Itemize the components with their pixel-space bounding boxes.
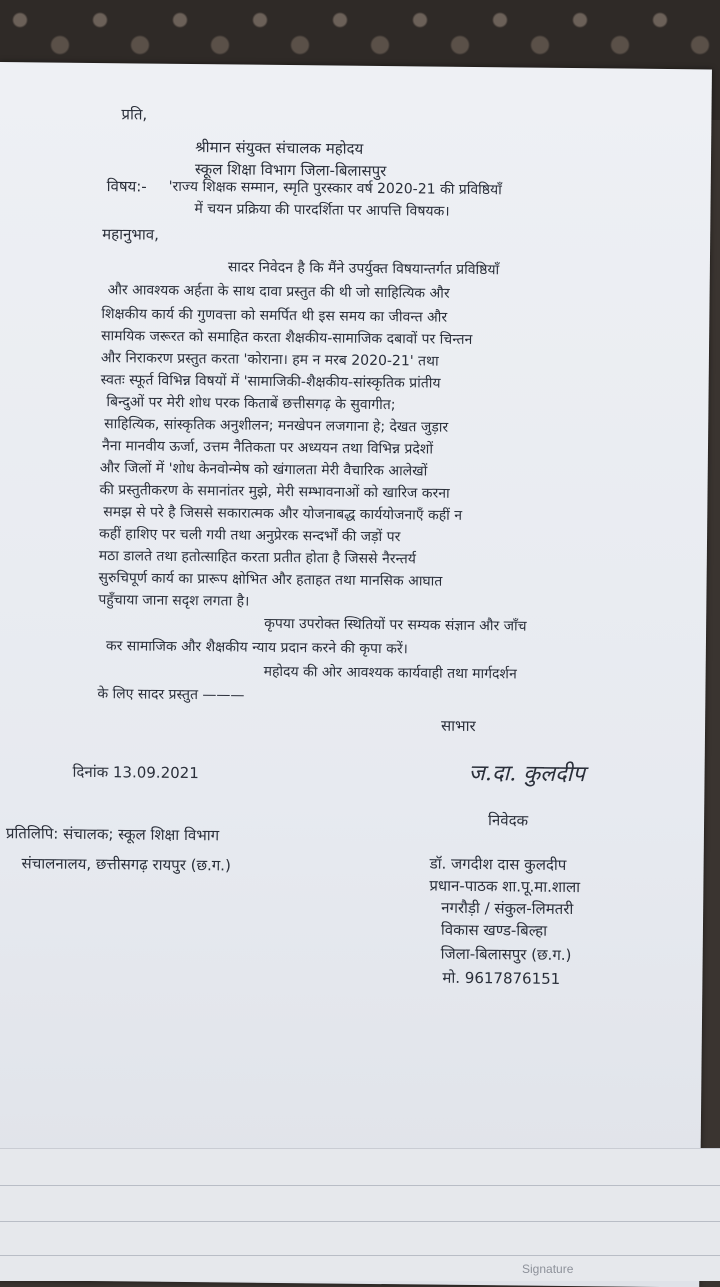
- sender-line-4: विकास खण्ड-बिल्हा: [440, 920, 548, 940]
- closing-line-2: के लिए सादर प्रस्तुत ———: [97, 686, 245, 704]
- body-line-12: समझ से परे है जिससे सकारात्मक और योजनाबद्ध कार्ययोजनाएँ कहीं न: [103, 504, 463, 524]
- body-line-13: कहीं हाशिए पर चली गयी तथा अनुप्रेरक सन्दर्भों की जड़ों पर: [98, 526, 401, 546]
- sender-line-3: नगरौड़ी / संकुल-लिमतरी: [441, 898, 574, 919]
- body-line-9: नैना मानवीय ऊर्जा, उत्तम नैतिकता पर अध्ययन तथा विभिन्न प्रदेशों: [101, 438, 434, 458]
- body-line-14: मठा डालते तथा हतोत्साहित करता प्रतीत होता है जिससे नैरन्तर्य: [98, 548, 416, 568]
- signature-footer-label: Signature: [522, 1262, 574, 1276]
- body-line-7: बिन्दुओं पर मेरी शोध परक किताबें छत्तीसगढ़ के सुवागीत;: [106, 394, 396, 414]
- body-line-11: की प्रस्तुतीकरण के समानांतर मुझे, मेरी सम्भावनाओं को खारिज करना: [99, 482, 450, 502]
- recipient-line-2: स्कूल शिक्षा विभाग जिला-बिलासपुर: [194, 160, 387, 181]
- sender-line-1: डॉ. जगदीश दास कुलदीप: [429, 854, 567, 874]
- letter-date: दिनांक 13.09.2021: [72, 762, 199, 783]
- letter-page: [0, 62, 712, 1287]
- form-rule: [0, 1221, 720, 1222]
- copy-line-2: संचालनालय, छत्तीसगढ़ रायपुर (छ.ग.): [21, 854, 231, 875]
- subject-line-1: 'राज्य शिक्षक सम्मान, स्मृति पुरस्कार वर्ष 2020-21 की प्रविष्ठियाँ: [168, 178, 502, 199]
- sender-line-6: मो. 9617876151: [442, 968, 561, 988]
- thanks-text: साभार: [440, 716, 476, 736]
- closing-line-1: महोदय की ओर आवश्यक कार्यवाही तथा मार्गदर्शन: [263, 663, 517, 683]
- request-line-1: कृपया उपरोक्त स्थितियों पर सम्यक संज्ञान और जाँच: [264, 615, 527, 635]
- body-line-2: और आवश्यक अर्हता के साथ दावा प्रस्तुत की थी जो साहित्यिक और: [107, 282, 450, 302]
- greeting: महानुभाव,: [102, 225, 159, 244]
- body-line-8: साहित्यिक, सांस्कृतिक अनुशीलन; मनखेपन लजगाना हे; देखत जुड़ार: [104, 416, 449, 436]
- body-line-10: और जिलों में 'शोध केनवोन्मेष को खंगालता मेरी वैचारिक आलेखों: [99, 460, 428, 480]
- body-line-5: और निराकरण प्रस्तुत करता 'कोराना। हम न मरब 2020-21' तथा: [100, 350, 439, 370]
- salutation-to: प्रति,: [121, 105, 148, 124]
- applicant-label: निवेदक: [487, 811, 529, 830]
- form-rule: [0, 1255, 720, 1256]
- sender-line-2: प्रधान-पाठक शा.पू.मा.शाला: [429, 876, 581, 897]
- subject-line-2: में चयन प्रक्रिया की पारदर्शिता पर आपत्ति विषयक।: [194, 201, 450, 220]
- body-line-6: स्वतः स्फूर्त विभिन्न विषयों में 'सामाजिकी-शैक्षकीय-सांस्कृतिक प्रांतीय: [100, 372, 441, 392]
- recipient-line-1: श्रीमान संयुक्त संचालक महोदय: [195, 138, 364, 158]
- body-line-15: सुरुचिपूर्ण कार्य का प्रारूप क्षोभित और हताहत तथा मानसिक आघात: [98, 570, 443, 590]
- handwritten-signature: ज.दा. कुलदीप: [468, 760, 586, 788]
- body-line-4: सामयिक जरूरत को समाहित करता शैक्षकीय-सामाजिक दबावों पर चिन्तन: [101, 328, 473, 348]
- lower-form-sheet: [0, 1148, 720, 1281]
- form-rule: [0, 1185, 720, 1186]
- sender-line-5: जिला-बिलासपुर (छ.ग.): [440, 944, 572, 965]
- body-line-16: पहुँचाया जाना सदृश लगता है।: [98, 592, 250, 610]
- copy-line-1: प्रतिलिपि: संचालक; स्कूल शिक्षा विभाग: [5, 824, 220, 845]
- subject-label: विषय:-: [106, 177, 147, 196]
- request-line-2: कर सामाजिक और शैक्षकीय न्याय प्रदान करने की कृपा करें।: [105, 638, 408, 658]
- body-line-3: शिक्षकीय कार्य की गुणवत्ता को समर्पित थी इस समय का जीवन्त और: [101, 306, 448, 326]
- body-line-1: सादर निवेदन है कि मैंने उपर्युक्त विषयान्तर्गत प्रविष्ठियाँ: [227, 259, 500, 279]
